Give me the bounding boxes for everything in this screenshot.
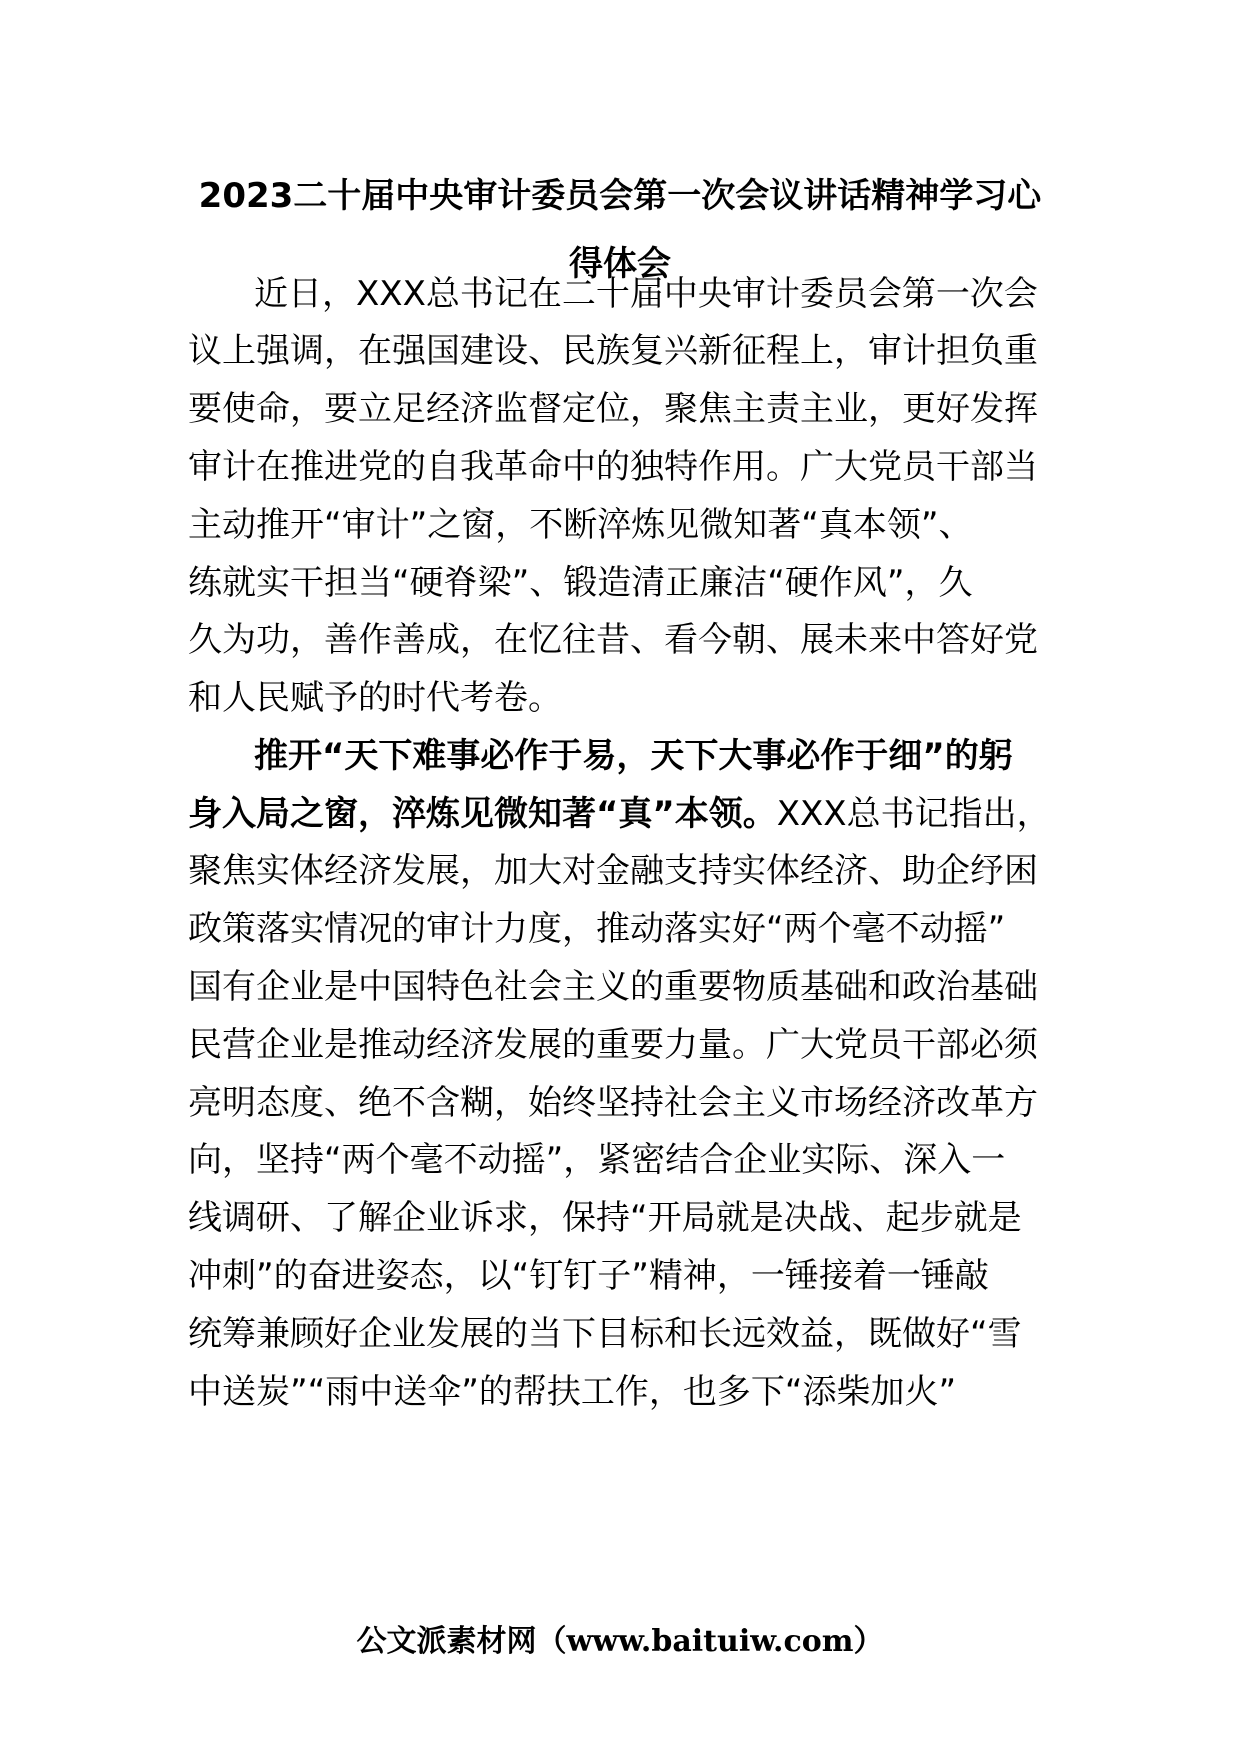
paragraph-2-line-6: 民营企业是推动经济发展的重要力量。广大党员干部必须 <box>188 1025 1038 1065</box>
section-heading: 推开“天下难事必作于易，天下大事必作于细”的躬 <box>254 736 1013 776</box>
paragraph-1-line-3: 要使命，要立足经济监督定位，聚焦主责主业，更好发挥 <box>188 389 1038 429</box>
paragraph-2-line-12: 中送炭”“雨中送伞”的帮扶工作，也多下“添柴加火” <box>188 1372 957 1412</box>
paragraph-1-line-2: 议上强调，在强国建设、民族复兴新征程上，审计担负重 <box>188 331 1038 371</box>
paragraph-1-line-5: 主动推开“审计”之窗，不断淬炼见微知著“真本领”、 <box>188 505 973 545</box>
footer-watermark <box>150 1622 1090 1662</box>
footer-brand: 公文派素材网 <box>356 1624 537 1659</box>
footer-site-url: （www.baituiw.com） <box>536 1624 884 1659</box>
paragraph-2-line-9: 线调研、了解企业诉求，保持“开局就是决战、起步就是 <box>188 1198 1022 1238</box>
paragraph-2-line-8: 向，坚持“两个毫不动摇”，紧密结合企业实际、深入一 <box>188 1140 1006 1180</box>
paragraph-2-line-2 <box>188 794 1051 834</box>
section-heading-end: 身入局之窗，淬炼见微知著“真”本领。 <box>188 794 777 834</box>
paragraph-1-line-6: 练就实干担当“硬脊梁”、锻造清正廉洁“硬作风”，久 <box>188 563 973 603</box>
paragraph-1-line-8: 和人民赋予的时代考卷。 <box>188 678 562 718</box>
paragraph-1-line-7: 久为功，善作善成，在忆往昔、看今朝、展未来中答好党 <box>188 620 1038 660</box>
paragraph-2-line-10: 冲刺”的奋进姿态，以“钉钉子”精神，一锤接着一锤敲 <box>188 1256 989 1296</box>
paragraph-2-text: XXX总书记指出， <box>776 794 1051 834</box>
paragraph-2-line-11: 统筹兼顾好企业发展的当下目标和长远效益，既做好“雪 <box>188 1314 1022 1354</box>
paragraph-2-line-1 <box>254 736 1013 776</box>
paragraph-1-line-1: 近日，XXX总书记在二十届中央审计委员会第一次会 <box>254 274 1038 314</box>
document-title-line-2: 得体会 <box>569 244 671 284</box>
paragraph-1-line-4: 审计在推进党的自我革命中的独特作用。广大党员干部当 <box>188 447 1038 487</box>
paragraph-2-line-3: 聚焦实体经济发展，加大对金融支持实体经济、助企纾困 <box>188 851 1038 891</box>
paragraph-2-line-4: 政策落实情况的审计力度，推动落实好“两个毫不动摇” <box>188 909 1006 949</box>
paragraph-2-line-7: 亮明态度、绝不含糊，始终坚持社会主义市场经济改革方 <box>188 1083 1038 1123</box>
paragraph-2-line-5: 国有企业是中国特色社会主义的重要物质基础和政治基础 <box>188 967 1038 1007</box>
document-title-line-1: 2023二十届中央审计委员会第一次会议讲话精神学习心 <box>198 176 1042 216</box>
